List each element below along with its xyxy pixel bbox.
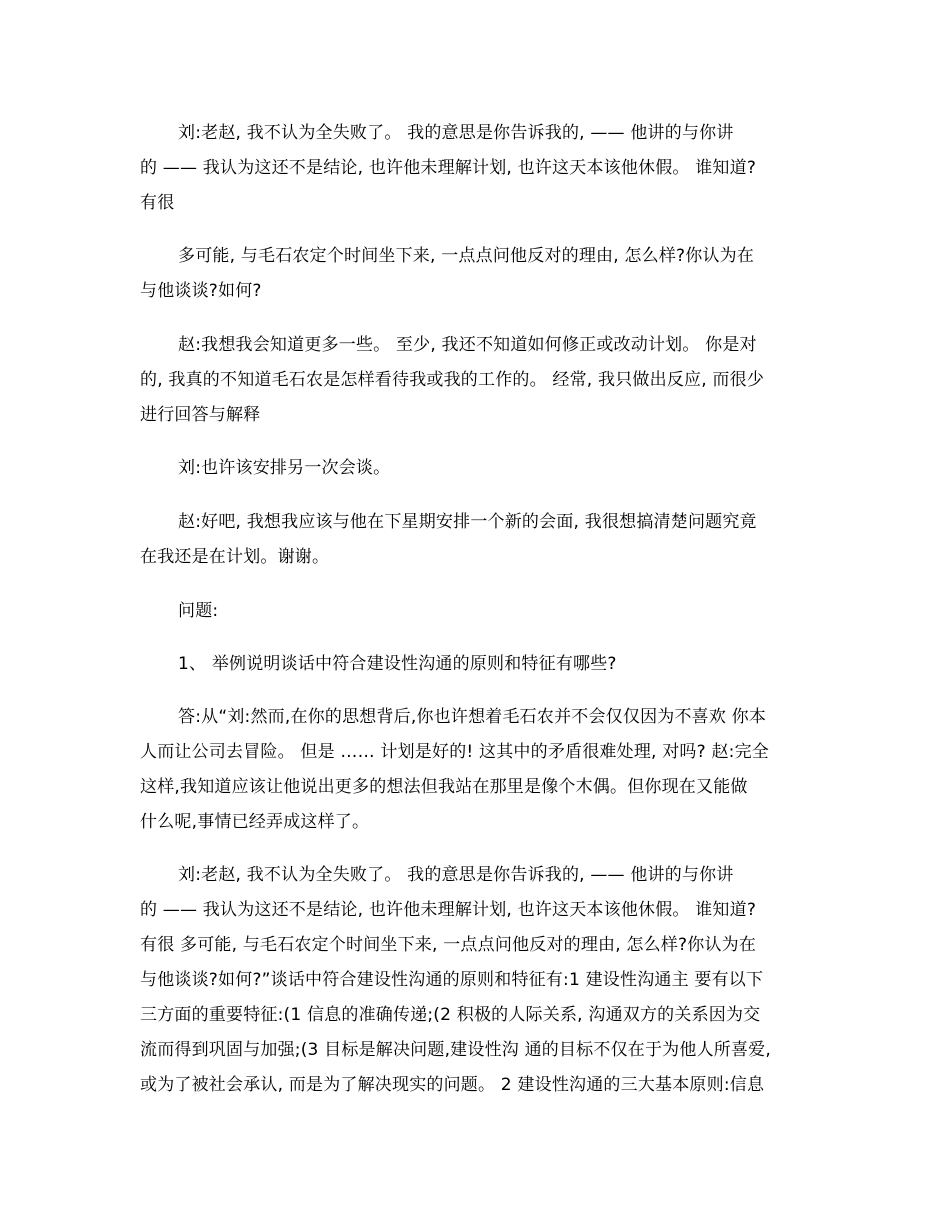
text-line: 三方面的重要特征:(1 信息的准确传递;(2 积极的人际关系, 沟通双方的关系因为交 — [140, 1005, 761, 1025]
text-line: 这样,我知道应该让他说出更多的想法但我站在那里是像个木偶。但你现在又能做 — [140, 777, 748, 797]
text-line: 刘:老赵, 我不认为全失败了。 我的意思是你告诉我的, —— 他讲的与你讲 — [178, 865, 734, 885]
text-line: 刘:老赵, 我不认为全失败了。 我的意思是你告诉我的, —— 他讲的与你讲 — [178, 123, 734, 143]
text-line: 与他谈谈?如何? — [140, 281, 262, 301]
text-line: 的, 我真的不知道毛石农是怎样看待我或我的工作的。 经常, 我只做出反应, 而很少 — [140, 370, 765, 390]
text-line: 或为了被社会承认, 而是为了解决现实的问题。 2 建设性沟通的三大基本原则:信息 — [140, 1075, 765, 1095]
text-line: 有很 多可能, 与毛石农定个时间坐下来, 一点点问他反对的理由, 怎么样?你认为在 — [140, 935, 757, 955]
text-line: 刘:也许该安排另一次会谈。 — [178, 458, 391, 478]
text-line: 流而得到巩固与加强;(3 目标是解决问题,建设性沟 通的目标不仅在于为他人所喜爱, — [140, 1040, 771, 1060]
text-line: 赵:好吧, 我想我应该与他在下星期安排一个新的会面, 我很想搞清楚问题究竟 — [178, 512, 757, 532]
text-line: 的 —— 我认为这还不是结论, 也许他未理解计划, 也许这天本该他休假。 谁知道? — [140, 900, 757, 920]
section-heading: 问题: — [178, 601, 219, 621]
text-line: 与他谈谈?如何?”谈话中符合建设性沟通的原则和特征有:1 建设性沟通主 要有以下 — [140, 970, 764, 990]
text-line: 进行回答与解释 — [140, 405, 261, 425]
text-line: 的 —— 我认为这还不是结论, 也许他未理解计划, 也许这天本该他休假。 谁知道? — [140, 158, 757, 178]
text-line: 人而让公司去冒险。 但是 …… 计划是好的! 这其中的矛盾很难处理, 对吗? 赵:完全 — [140, 742, 769, 762]
text-line: 答:从“刘:然而,在你的思想背后,你也许想着毛石农并不会仅仅因为不喜欢 你本 — [178, 707, 767, 727]
question-item: 1、 举例说明谈话中符合建设性沟通的原则和特征有哪些? — [178, 654, 617, 674]
text-line: 多可能, 与毛石农定个时间坐下来, 一点点问他反对的理由, 怎么样?你认为在 — [178, 246, 755, 266]
text-line: 有很 — [140, 193, 175, 213]
text-line: 在我还是在计划。谢谢。 — [140, 547, 330, 567]
text-line: 赵:我想我会知道更多一些。 至少, 我还不知道如何修正或改动计划。 你是对 — [178, 335, 757, 355]
text-line: 什么呢,事情已经弄成这样了。 — [140, 812, 370, 832]
